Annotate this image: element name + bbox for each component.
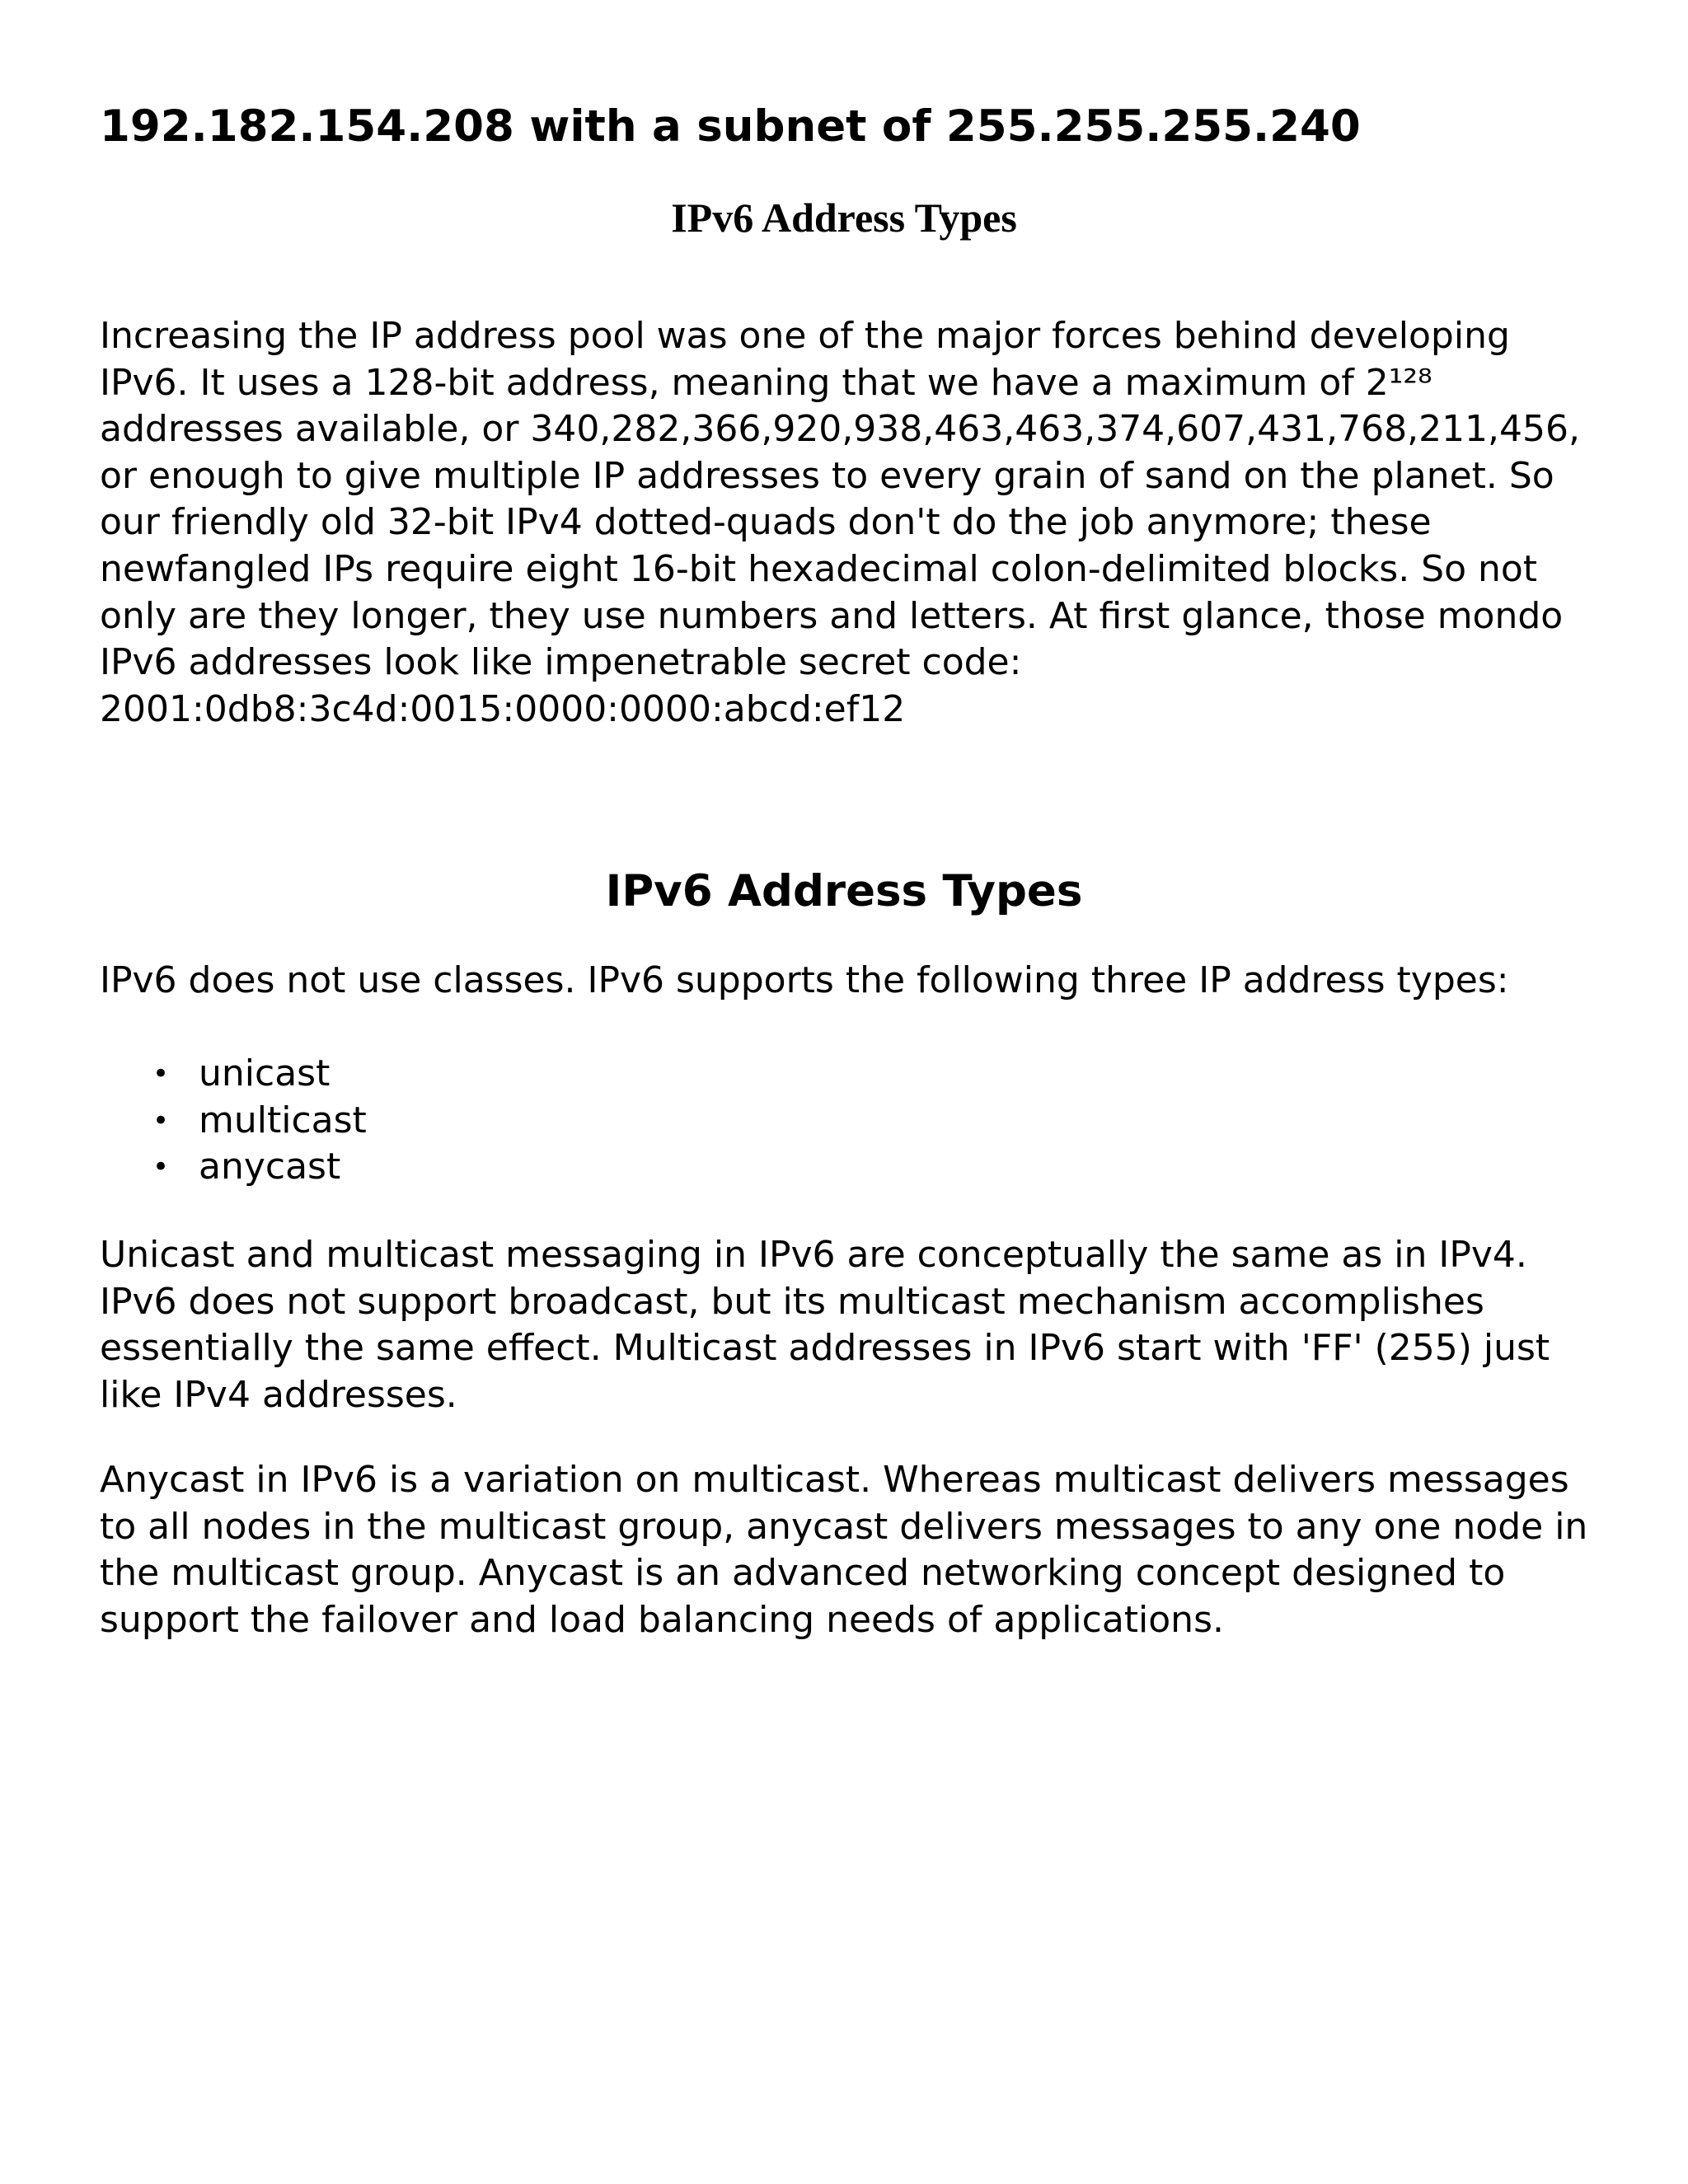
bullet-icon: • [152, 1057, 170, 1090]
anycast-paragraph: Anycast in IPv6 is a variation on multicast. Whereas multicast delivers messages to all nodes in the multicast group, anycast delivers messages to any one node in the multicast group. Anycast is an advanced networking concept designed to support the failover and load balancing needs of applications. [100, 1459, 1588, 1641]
list-item [100, 1051, 367, 1098]
list-item [100, 1098, 367, 1145]
address-types-list [100, 1051, 367, 1191]
types-intro-paragraph: IPv6 does not use classes. IPv6 supports the following three IP address types: [100, 959, 1509, 1001]
unicast-multicast-paragraph: Unicast and multicast messaging in IPv6 are conceptually the same as in IPv4. IPv6 does not support broadcast, but its multicast mechanism accomplishes essentially the same effect. Multicast addresses in IPv6 start with 'FF' (255) just like IPv4 addresses. [100, 1234, 1550, 1416]
list-item-label: anycast [199, 1146, 341, 1188]
section-heading: IPv6 Address Types [605, 866, 1083, 916]
intro-paragraph: Increasing the IP address pool was one of the major forces behind developing IPv6. It uses a 128-bit address, meaning that we have a maximum of 2¹²⁸ addresses available, or 340,282,366,920,938,463,463,374,607,431,768,211,456, or enough to give multiple IP addresses to every grain of sand on the planet. So our friendly old 32-bit IPv4 dotted-quads don't do the job anymore; these newfangled IPs require eight 16-bit hexadecimal colon-delimited blocks. So not only are they longer, they use numbers and letters. At first glance, those mondo IPv6 addresses look like impenetrable secret code: 2001:0db8:3c4d:0015:0000:0000:abcd:ef12 [100, 315, 1581, 730]
list-item-label: unicast [199, 1052, 331, 1094]
list-item-label: multicast [199, 1099, 367, 1141]
bullet-icon: • [152, 1104, 170, 1137]
bullet-icon: • [152, 1151, 170, 1184]
serif-heading: IPv6 Address Types [671, 194, 1017, 241]
document-title: 192.182.154.208 with a subnet of 255.255.255.240 [100, 101, 1361, 152]
list-item [100, 1144, 367, 1191]
